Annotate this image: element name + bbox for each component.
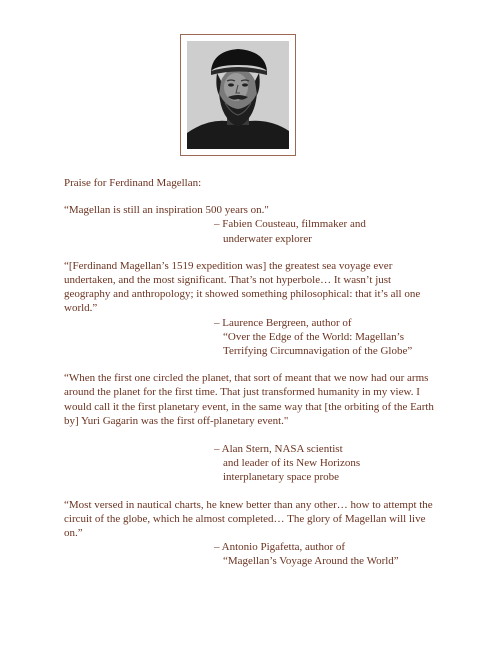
- quote-attribution: [214, 442, 434, 485]
- magellan-portrait-image: [187, 41, 289, 149]
- quote-attribution: [214, 316, 434, 359]
- quote-attribution: [214, 217, 434, 245]
- attribution-line: – Antonio Pigafetta, author of: [214, 541, 346, 554]
- quote-block-pigafetta: [64, 498, 434, 569]
- quote-text: “Magellan is still an inspiration 500 years on.": [64, 204, 269, 217]
- attribution-line: underwater explorer: [223, 232, 312, 245]
- quote-block-stern: [64, 371, 434, 484]
- attribution-line: Terrifying Circumnavigation of the Globe”: [223, 345, 413, 358]
- attribution-line: – Alan Stern, NASA scientist: [214, 443, 343, 456]
- quote-attribution: [214, 540, 434, 568]
- attribution-line: – Laurence Bergreen, author of: [214, 316, 352, 329]
- quote-block-bergreen: [64, 259, 434, 358]
- attribution-line: “Magellan’s Voyage Around the World”: [223, 555, 399, 568]
- praise-content: [64, 176, 434, 582]
- quote-text: “Most versed in nautical charts, he knew better than any other… how to attempt the circuit of the globe, which he almost completed… The glory of Magellan will live on.”: [64, 498, 433, 540]
- quote-text: “[Ferdinand Magellan’s 1519 expedition was] the greatest sea voyage ever undertaken, and the most significant. That’s not hyperbole… It wasn’t just geography and anthropology; it showed something philosophical: that it’s all one world.”: [64, 259, 421, 315]
- portrait-frame: [180, 34, 296, 156]
- attribution-line: interplanetary space probe: [223, 471, 340, 484]
- attribution-line: “Over the Edge of the World: Magellan’s: [223, 330, 404, 343]
- attribution-line: – Fabien Cousteau, filmmaker and: [214, 218, 366, 231]
- attribution-line: and leader of its New Horizons: [223, 457, 361, 470]
- page-heading: Praise for Ferdinand Magellan:: [64, 177, 202, 189]
- quote-text: “When the first one circled the planet, that sort of meant that we now had our arms around the planet for the first time. That just transformed humanity in my view. I would call it the first planetary event, in the same way that [the orbiting of the Earth by] Yuri Gagarin was the first off-planetary event.": [64, 372, 434, 427]
- quote-block-cousteau: [64, 203, 434, 246]
